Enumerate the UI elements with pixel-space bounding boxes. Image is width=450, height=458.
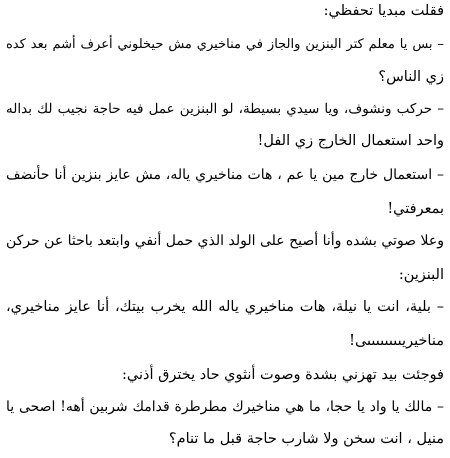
text-line-4: – حركب ونشوف، ويا سيدي بسيطة، لو البنزين عمل فيه حاجة نجيب لك بداله <box>6 101 444 117</box>
text-line-8: وعلا صوتي بشده وأنا أصيح على الولد الذي حمل أنفي وابتعد باحثا عن حركن <box>6 233 444 249</box>
text-line-1: فقلت مبديا تحفظي: <box>323 3 444 19</box>
text-line-11: مناخيريىىىىىىىىى! <box>349 333 444 349</box>
text-line-7: بمعرفتي! <box>387 201 444 217</box>
text-line-5: واحد استعمال الخارج زي الفل! <box>257 133 444 149</box>
text-line-14: منيل ، انت سخن ولا شارب حاجة قبل ما تنام؟ <box>168 431 444 447</box>
text-line-12: فوجئت بيد تهزني بشدة وصوت أنثوي حاد يخترق أذني: <box>121 367 444 383</box>
text-line-9: البنزين: <box>398 267 444 283</box>
text-line-6: – استعمال خارج مين يا عم ، هات مناخيري ياله، مش عايز بنزين أنا حأنضف <box>6 167 444 183</box>
text-line-10: – بلية، انت يا نيلة، هات مناخيري ياله الله يخرب بيتك، أنا عايز مناخيري، <box>6 299 444 315</box>
text-line-2: – بس يا معلم كتر البنزين والجاز في مناخيري مش حيخلوني أعرف أشم بعد كده <box>6 37 444 52</box>
text-line-3: زي الناس؟ <box>378 69 444 85</box>
text-line-13: – مالك يا واد يا حجا، ما هي مناخيرك مطرطرة قدامك شربين أهه! اصحى يا <box>6 399 444 415</box>
